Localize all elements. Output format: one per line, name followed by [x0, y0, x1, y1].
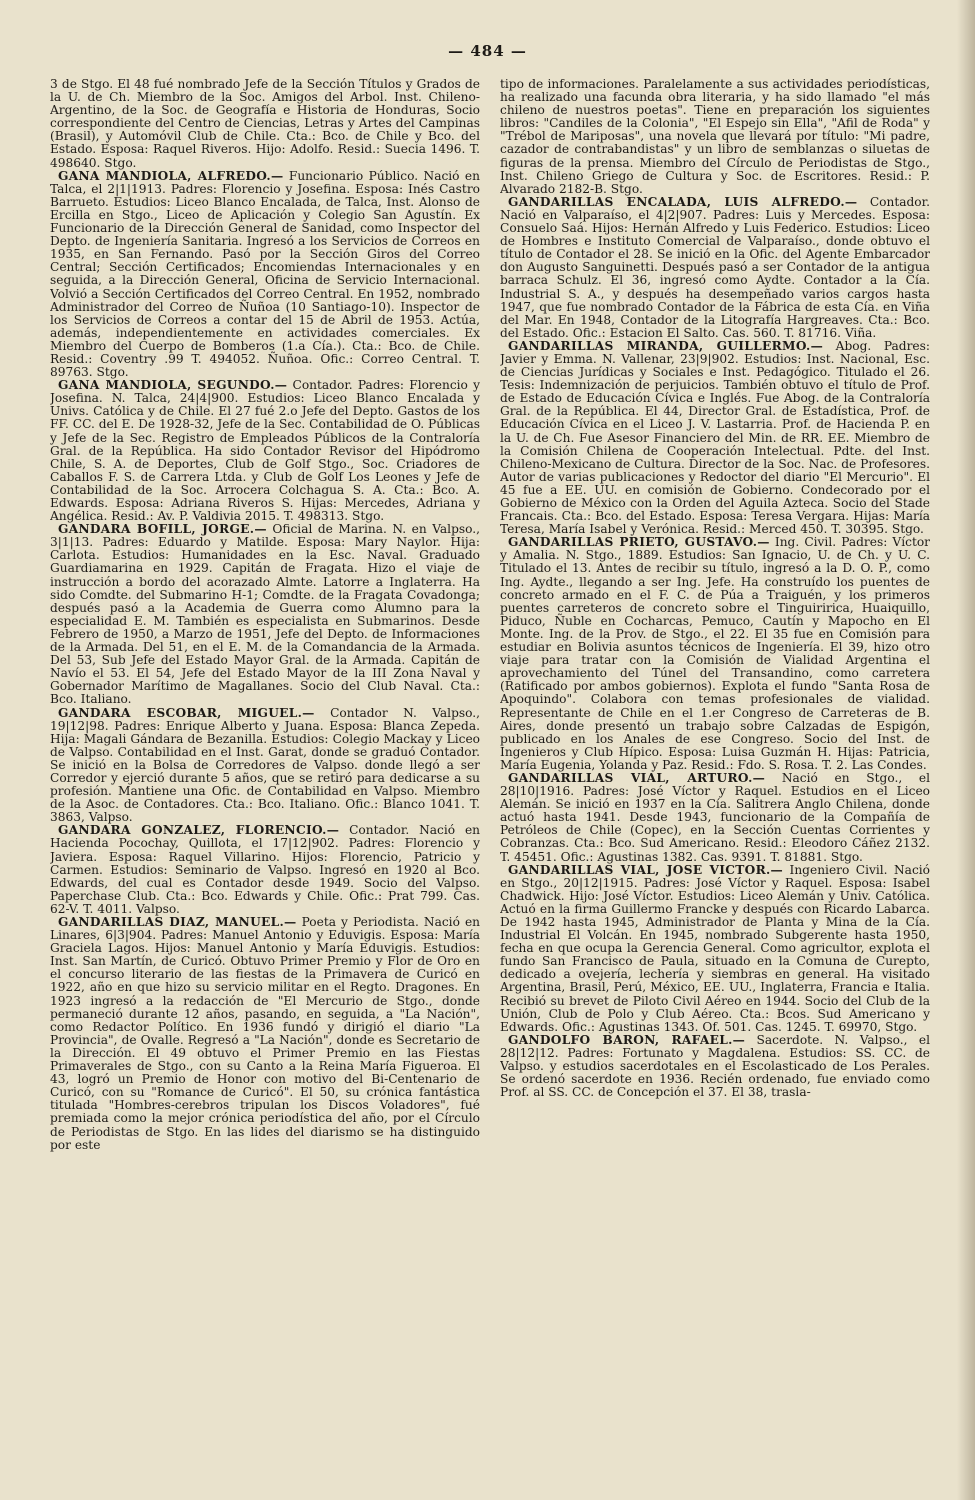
entry-text: Funcionario Público. Nació en Talca, el 2|1|1913. Padres: Florencio y Josefina. Esposa: Inés Castro Barrueto. Estudios: Liceo Blanco Encalada, de Talca, Inst. Alonso de Ercilla en Stgo., Liceo de Aplicación y Colegio San Agustín. Ex Funcionario de la Dirección General de Sanidad, como Inspector del Depto. de Ingeniería Sanitaria. Ingresó a los Servicios de Correos en 1935, en San Fernando. Pasó por la Sección Giros del Correo Central; Sección Certificados; Encomiendas Internacionales y en seguida, a la Dirección General, Oficina de Servicio Internacional. Volvió a Sección Certificados del Correo Central. En 1952, nombrado Administrador del Correo de Ñuñoa (10 Santiago-10). Inspector de los Servicios de Correos a contar del 15 de Abril de 1953. Actúa, además, independientemente en actividades comerciales. Ex Miembro del Cuerpo de Bomberos (1.a Cía.). Cta.: Bco. de Chile. Resid.: Coventry .99 T. 494052. Ñuñoa. Ofic.: Correo Central. T. 89763. Stgo.	[50, 168, 480, 380]
entry-text: Sacerdote. N. Valpso., el 28|12|12. Padres: Fortunato y Magdalena. Estudios: SS. CC. de Valpso. y estudios sacerdotales en el Escolasticado de Los Perales. Se ordenó sacerdote en 1936. Recién ordenado, fue enviado como Prof. al SS. CC. de Concepción el 37. El 38, trasla-	[500, 1032, 930, 1100]
entry-name: GANDARILLAS MIRANDA, GUILLERMO.—	[508, 338, 824, 353]
entry	[50, 824, 480, 916]
entry-text: Abog. Padres: Javier y Emma. N. Vallenar, 23|9|902. Estudios: Inst. Nacional, Esc. de Ciencias Jurídicas y Sociales e Inst. Pedagógico. Titulado el 26. Tesis: Indemnización de perjuicios. También obtuvo el título de Prof. de Estado de Educación Cívica e Inglés. Fue Abog. de la Contraloría Gral. de la República. El 44, Director Gral. de Estadística, Prof. de Educación Cívica en el Liceo J. V. Lastarria. Prof. de Hacienda P. en la U. de Ch. Fue Asesor Financiero del Min. de RR. EE. Miembro de la Comisión Chilena de Cooperación Intelectual. Pdte. del Inst. Chileno-Mexicano de Cultura. Director de la Soc. Nac. de Profesores. Autor de varias publicaciones y Redoctor del diario "El Mercurio". El 45 fue a EE. UU. en comisión de Gobierno. Condecorado por el Gobierno de México con la Orden del Aguila Azteca. Socio del Stade Francais. Cta.: Bco. del Estado. Esposa: Teresa Vergara. Hijas: María Teresa, María Isabel y Verónica. Resid.: Merced 450. T. 30395. Stgo.	[500, 338, 930, 537]
entry-text: tipo de informaciones. Paralelamente a sus actividades periodísticas, ha realizado una facunda obra literaria, y ha sido llamado "el más chileno de nuestros poetas". Tiene en preparación los siguientes libros: "Candiles de la Colonia", "El Espejo sin Ella", "Afil de Roda" y "Trébol de Mariposas", una novela que llevará por título: "Mi padre, cazador de contrabandistas" y un libro de semblanzas o siluetas de figuras de la prensa. Miembro del Círculo de Periodistas de Stgo., Inst. Chileno Griego de Cultura y Soc. de Escritores. Resid.: P. Alvarado 2182-B. Stgo.	[500, 78, 930, 196]
entry	[500, 772, 930, 864]
entry-name: GANDARILLAS PRIETO, GUSTAVO.—	[508, 535, 770, 550]
entry-text: Ingeniero Civil. Nació en Stgo., 20|12|1915. Padres: José Víctor y Raquel. Esposa: Isabel Chadwick. Hijo: José Víctor. Estudios: Liceo Alemán y Univ. Católica. Actuó en la firma Guillermo Francke y después con Ricardo Labarca. De 1942 hasta 1945, Administrador de Planta y Mina de la Cía. Industrial El Volcán. En 1945, nombrado Subgerente hasta 1950, fecha en que ocupa la Gerencia General. Como agricultor, explota el fundo San Francisco de Paula, situado en la Comuna de Curepto, dedicado a ovejería, lechería y siembras en general. Ha visitado Argentina, Brasil, Perú, México, EE. UU., Inglaterra, Francia e Italia. Recibió su brevet de Piloto Civil Aéreo en 1944. Socio del Club de la Unión, Club de Polo y Club Aéreo. Cta.: Bcos. Sud Americano y Edwards. Ofic.: Agustinas 1343. Of. 501. Cas. 1245. T. 69970, Stgo.	[500, 862, 930, 1034]
page-number: — 484 —	[448, 42, 527, 60]
entry-text: Oficial de Marina. N. en Valpso., 3|1|13. Padres: Eduardo y Matilde. Esposa: Mary Naylor. Hija: Carlota. Estudios: Humanidades en la Esc. Naval. Graduado Guardiamarina en 1929. Capitán de Fragata. Hizo el viaje de instrucción a bordo del acorazado Almte. Latorre a Inglaterra. Ha sido Comdte. del Submarino H-1; Comdte. de la Fragata Covadonga; después pasó a la Academia de Guerra como Alumno para la especialidad E. M. También es especialista en Submarinos. Desde Febrero de 1950, a Marzo de 1951, Jefe del Depto. de Informaciones de la Armada. Del 51, en el E. M. de la Comandancia de la Armada. Del 53, Sub Jefe del Estado Mayor Gral. de la Armada. Capitán de Navío el 53. El 54, Jefe del Estado Mayor de la III Zona Naval y Gobernador Marítimo de Magallanes. Socio del Club Naval. Cta.: Bco. Italiano.	[50, 522, 480, 707]
entry-text: Ing. Civil. Padres: Víctor y Amalia. N. Stgo., 1889. Estudios: San Ignacio, U. de Ch. y U. C. Titulado el 13. Antes de recibir su título, ingresó a la D. O. P., como Ing. Aydte., llegando a ser Ing. Jefe. Ha construído los puentes de concreto armado en el F. C. de Púa a Traiguén, y los primeros puentes carreteros de concreto sobre el Tinguiririca, Huaiquillo, Piduco, Ñuble en Cocharcas, Pemuco, Cautín y Mapocho en El Monte. Ing. de la Prov. de Stgo., el 22. El 35 fue en Comisión para estudiar en Bolivia asuntos técnicos de Ingeniería. El 39, hizo otro viaje para tratar con la Comisión de Vialidad Argentina el aprovechamiento del Túnel del Transandino, como carretera (Ratificado por ambos gobiernos). Explota el fundo "Santa Rosa de Apoquindo". Colabora con temas profesionales de vialidad. Representante de Chile en el 1.er Congreso de Carreteras de B. Aires, donde presentó un trabajo sobre Calzadas de Espigón, publicado en los Anales de ese Congreso. Socio del Inst. de Ingenieros y Club Hípico. Esposa: Luisa Guzmán H. Hijas: Patricia, María Eugenia, Yolanda y Paz. Resid.: Fdo. S. Rosa. T. 2. Las Condes.	[500, 535, 930, 772]
entry-text: Poeta y Periodista. Nació en Linares, 6|3|904. Padres: Manuel Antonio y Eduvigis. Esposa: María Graciela Lagos. Hijos: Manuel Antonio y María Eduvigis. Estudios: Inst. San Martín, de Curicó. Obtuvo Primer Premio y Flor de Oro en el concurso literario de las fiestas de la Primavera de Curicó en 1922, año en que hizo su servicio militar en el Regto. Dragones. En 1923 ingresó a la redacción de "El Mercurio de Stgo., donde permaneció durante 12 años, pasando, en seguida, a "La Nación", como Redactor Político. En 1936 fundó y dirigió el diario "La Provincia", de Ovalle. Regresó a "La Nación", donde es Secretario de la Dirección. El 49 obtuvo el Primer Premio en las Fiestas Primaverales de Stgo., con su Canto a la Reina María Figueroa. El 43, logró un Premio de Honor con motivo del Bi-Centenario de Curicó, con su "Romance de Curicó". El 50, su crónica fantástica titulada "Hombres-cerebros tripulan los Discos Voladores", fué premiada como la mejor crónica periodística del año, por el Círculo de Periodistas de Stgo. En las lides del diarismo se ha distinguido por este	[50, 915, 480, 1152]
entry-name: GANDARILLAS DIAZ, MANUEL.—	[58, 915, 297, 929]
entry-text: Contador. Nació en Hacienda Pocochay, Quillota, el 17|12|902. Padres: Florencio y Javiera. Esposa: Raquel Villarino. Hijos: Florencio, Patricio y Carmen. Estudios: Seminario de Valpso. Ingresó en 1920 al Bco. Edwards, del cual es Contador desde 1949. Socio del Valpso. Paperchase Club. Cta.: Bco. Edwards y Chile. Ofic.: Prat 799. Cas. 62-V. T. 4011. Valpso.	[50, 823, 480, 916]
left-column	[50, 78, 480, 1488]
entry	[50, 523, 480, 706]
entry-name: GANDARILLAS VIAL, JOSE VICTOR.—	[508, 862, 784, 877]
entry	[50, 379, 480, 523]
entry	[50, 170, 480, 380]
entry	[500, 78, 930, 196]
entry	[50, 78, 480, 170]
entry-text: Contador. Nació en Valparaíso, el 4|2|907. Padres: Luis y Mercedes. Esposa: Consuelo Saá. Hijos: Hernán Alfredo y Luis Federico. Estudios: Liceo de Hombres e Instituto Comercial de Valparaíso., donde obtuvo el título de Contador el 28. Se inició en la Ofic. del Agente Embarcador don Augusto Sanguinetti. Después pasó a ser Contador de la antigua barraca Schulz. El 36, ingresó como Aydte. Contador a la Cía. Industrial S. A., y después ha desempeñado varios cargos hasta 1947, que fue nombrado Contador de la Fábrica de esta Cía. en Viña del Mar. En 1948, Contador de la Litografía Hargreaves. Cta.: Bco. del Estado. Ofic.: Estacion El Salto. Cas. 560. T. 81716. Viña.	[500, 194, 930, 340]
entry-name: GANDARILLAS ENCALADA, LUIS ALFREDO.—	[508, 194, 858, 209]
entry-name: GANA MANDIOLA, SEGUNDO.—	[58, 378, 288, 393]
entry-name: GANDARA BOFILL, JORGE.—	[58, 522, 267, 537]
entry-name: GANDARA ESCOBAR, MIGUEL.—	[58, 705, 315, 720]
entry-text: Contador N. Valpso., 19|12|98. Padres: Enrique Alberto y Juana. Esposa: Blanca Zepeda. Hija: Magali Gándara de Bezanilla. Estudios: Colegio Mackay y Liceo de Valpso. Contabilidad en el Inst. Garat, donde se graduó Contador. Se inició en la Bolsa de Corredores de Valpso. donde llegó a ser Corredor y ejerció durante 5 años, que se retiró para dedicarse a su profesión. Mantiene una Ofic. de Contabilidad en Valpso. Miembro de la Asoc. de Contadores. Cta.: Bco. Italiano. Ofic.: Blanco 1041. T. 3863, Valpso.	[50, 705, 480, 825]
entry	[50, 707, 480, 825]
entry	[500, 864, 930, 1034]
page-edge-shadow	[957, 0, 975, 1500]
entry-text: Contador. Padres: Florencio y Josefina. N. Talca, 24|4|900. Estudios: Liceo Blanco Encalada y Univs. Católica y de Chile. El 27 fué 2.o Jefe del Depto. Gastos de los FF. CC. del E. De 1928-32, Jefe de la Sec. Contabilidad de O. Públicas y Jefe de la Sec. Registro de Empleados Públicos de la Contraloría Gral. de la República. Ha sido Contador Revisor del Hipódromo Chile, S. A. de Deportes, Club de Golf Stgo., Soc. Criadores de Caballos F. S. de Carrera Ltda. y Club de Golf Los Leones y Jefe de Contabilidad de la Soc. Arrocera Colchagua S. A. Cta.: Bco. A. Edwards. Esposa: Adriana Riveros S. Hijas: Mercedes, Adriana y Angélica. Resid.: Av. P. Valdivia 2015. T. 498313. Stgo.	[50, 378, 480, 524]
entry	[50, 916, 480, 1152]
entry-name: GANDARILLAS VIAL, ARTURO.—	[508, 770, 766, 785]
entry	[500, 1034, 930, 1099]
entry-name: GANDOLFO BARON, RAFAEL.—	[508, 1032, 746, 1047]
entry-name: GANA MANDIOLA, ALFREDO.—	[58, 168, 284, 183]
entry-text: 3 de Stgo. El 48 fué nombrado Jefe de la Sección Títulos y Grados de la U. de Ch. Miembro de la Soc. Amigos del Arbol. Inst. Chileno-Argentino, de la Soc. de Geografía e Historia de Honduras, Socio correspondiente del Centro de Ciencias, Letras y Artes del Campinas (Brasil), y Automóvil Club de Chile. Cta.: Bco. de Chile y Bco. del Estado. Esposa: Raquel Riveros. Hijo: Adolfo. Resid.: Suecia 1496. T. 498640. Stgo.	[50, 78, 480, 170]
right-column	[500, 78, 930, 1488]
entry	[500, 196, 930, 340]
entry	[500, 340, 930, 536]
entry	[500, 536, 930, 772]
entry-name: GANDARA GONZALEZ, FLORENCIO.—	[58, 823, 340, 838]
entry-text: Nació en Stgo., el 28|10|1916. Padres: José Víctor y Raquel. Estudios en el Liceo Alemán. Se inició en 1937 en la Cía. Salitrera Anglo Chilena, donde actuó hasta 1941. Desde 1943, funcionario de la Compañía de Petróleos de Chile (Copec), en la Sección Cuentas Corrientes y Cobranzas. Cta.: Bco. Sud Americano. Resid.: Eleodoro Cáñez 2132. T. 45451. Ofic.: Agustinas 1382. Cas. 9391. T. 81881. Stgo.	[500, 770, 930, 864]
